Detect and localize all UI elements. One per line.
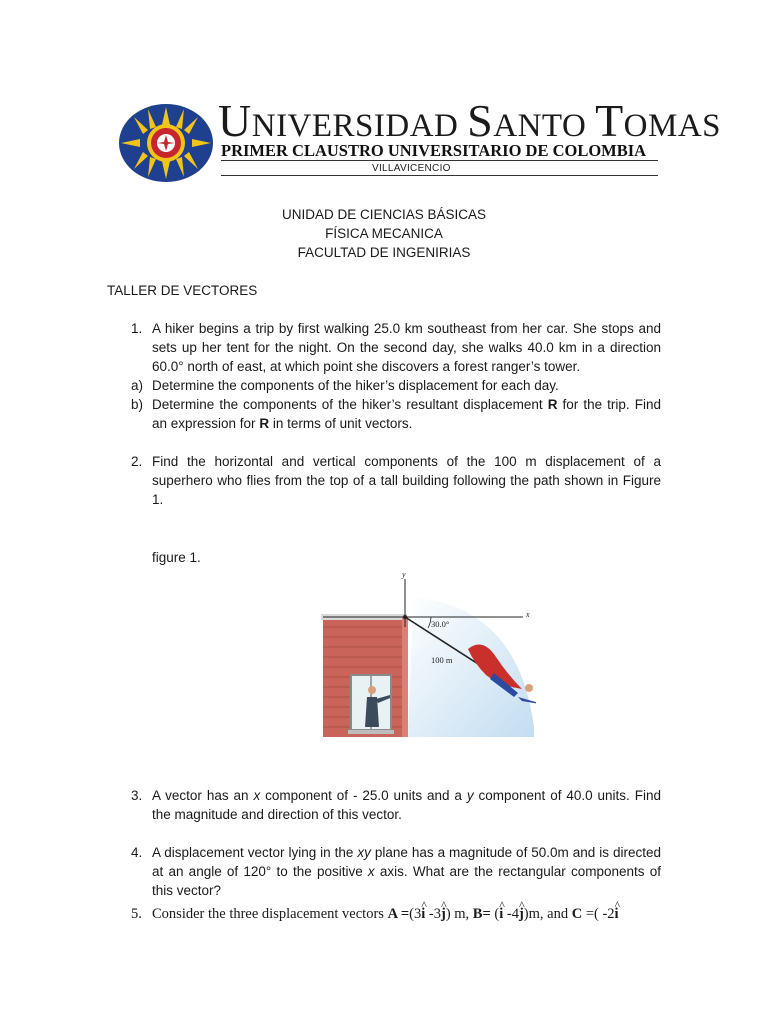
x-axis-label: x — [526, 610, 530, 619]
question-1-text: A hiker begins a trip by first walking 25.0 km southeast from her car. She stops and sets up her tent for the night. On the second day, she walks 40.0 km in a direction 60.0° north of east, at which point she discovers a forest ranger’s tower. — [152, 321, 661, 374]
question-5-text: Consider the three displacement vectors A =(3^ i -3^ j) m, B= (^ i -4^ j)m, and C =( -2^ i — [152, 905, 692, 924]
course-title: FÍSICA MECANICA — [325, 226, 443, 241]
faculty-title: FACULTAD DE INGENIRIAS — [297, 245, 471, 260]
question-5-number: 5. — [131, 906, 142, 922]
question-1a-text: Determine the components of the hiker’s displacement for each day. — [152, 378, 559, 393]
question-1-number: 1. — [131, 321, 143, 336]
figure-label: figure 1. — [152, 550, 201, 565]
question-1b-text: Determine the components of the hiker’s resultant displacement R for the trip. Find an expression for R in terms of unit vectors. — [152, 397, 661, 431]
workshop-title: TALLER DE VECTORES — [107, 283, 258, 298]
question-3-number: 3. — [131, 788, 143, 803]
header-divider-top — [221, 160, 658, 161]
question-4-text: A displacement vector lying in the xy plane has a magnitude of 50.0m and is directed at an angle of 120° to the positive x axis. What are the rectangular components of this vector? — [152, 845, 661, 898]
y-axis-label: y — [402, 570, 406, 579]
superhero-displacement-figure — [318, 567, 536, 737]
header-divider-bottom — [221, 175, 658, 176]
unit-title: UNIDAD DE CIENCIAS BÁSICAS — [281, 207, 487, 222]
question-2-number: 2. — [131, 454, 143, 469]
question-1a-marker: a) — [131, 378, 144, 393]
question-4-number: 4. — [131, 845, 143, 860]
question-3-text: A vector has an x component of - 25.0 units and a y component of 40.0 units. Find the magnitude and direction of this vector. — [152, 788, 661, 822]
university-city: VILLAVICENCIO — [372, 163, 451, 174]
angle-label: 30.0° — [431, 619, 450, 629]
university-seal-logo — [118, 103, 214, 183]
distance-label: 100 m — [431, 655, 453, 665]
question-2-text: Find the horizontal and vertical components of the 100 m displacement of a superhero who flies from the top of a tall building following the path shown in Figure 1. — [152, 454, 661, 507]
question-1b-marker: b) — [131, 397, 144, 412]
university-name: UNIVERSIDAD SANTO TOMAS — [218, 95, 722, 146]
university-subtitle: PRIMER CLAUSTRO UNIVERSITARIO DE COLOMBIA — [221, 141, 647, 160]
